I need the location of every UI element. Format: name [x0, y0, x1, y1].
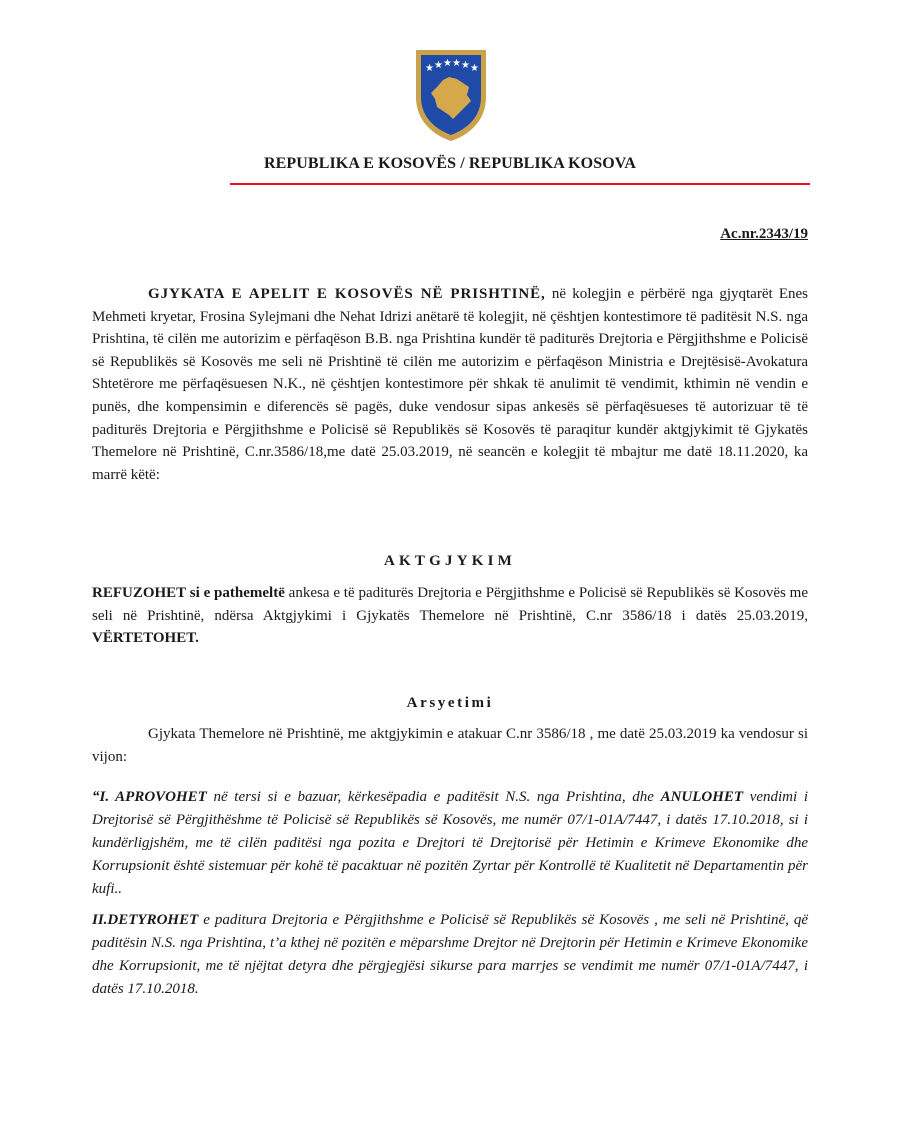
svg-text:★: ★	[470, 63, 479, 74]
point-i-lead: “I. APROVOHET	[92, 789, 207, 805]
verdict-heading: AKTGJYKIM	[384, 553, 516, 569]
intro-text: në kolegjin e përbërë nga gjyqtarët Enes Mehmeti kryetar, Frosina Sylejmani dhe Nehat Idrizi anëtarë të kolegjit, në çështjen kontestimore të paditësit N.S. nga Prishtina, të cilën me autorizim e përfaqëson B.B. nga Prishtina kundër të paditurës Drejtoria e Përgjithshme e Policisë së Republikës së Kosovës me seli në Prishtinë të cilën me autorizim e përfaqëson Ministria e Drejtësisë-Avokatura Shtetërore me përfaqësuesen N.K., në çështjen kontestimore për shkak të anulimit të vendimit, kthimin në vendin e punës, dhe kompensimin e diferencës së pagës, duke vendosur sipas ankesës së përfaqësueses të autorizuar të të paditurës Drejtoria e Përgjithshme e Policisë së Republikës së Kosovës të paraqitur kundër aktgjykimit të Gjykatës Themelore në Prishtinë, C.nr.3586/18,me datë 25.03.2019, në seancën e kolegjit të mbajtur me datë 18.11.2020, ka marrë këtë:	[92, 286, 808, 483]
point-i-text-b: vendimi i Drejtorisë së Përgjithëshme të Policisë së Republikës së Kosovës, me numër 07/1-01A/7447, i datës 17.10.2018, si i kundërligjshëm, me të cilën paditësi nga pozita e Drejtori të Drejtorisë për Hetimin e Krimeve Ekonomike dhe Korrupsionit është sistemuar për kohë të pacaktuar në pozitën Zyrtar për Kontrollë të Kualitetit në Departamentin për kufi..	[92, 789, 808, 897]
svg-text:★: ★	[461, 60, 470, 71]
court-name: GJYKATA E APELIT E KOSOVËS NË PRISHTINË,	[148, 286, 546, 302]
verdict-paragraph	[92, 582, 808, 650]
kosovo-coat-of-arms-icon	[413, 47, 489, 143]
point-i-text-a: në tersi si e bazuar, kërkesëpadia e paditësit N.S. nga Prishtina, dhe	[206, 789, 661, 805]
reasoning-paragraph	[92, 723, 808, 768]
header-divider	[230, 183, 810, 185]
case-number: Ac.nr.2343/19	[720, 226, 808, 242]
verdict-text: ankesa e të paditurës Drejtoria e Përgjithshme e Policisë së Republikës së Kosovës me seli në Prishtinë, ndërsa Aktgjykimi i Gjykatës Themelore në Prishtinë, C.nr 3586/18 i datës 25.03.2019,	[92, 585, 808, 624]
svg-text:★: ★	[452, 58, 461, 69]
point-ii-text: e paditura Drejtoria e Përgjithshme e Policisë së Republikës së Kosovës , me seli në Prishtinë, që paditësin N.S. nga Prishtina, t’a kthej në pozitën e mëparshme Drejtor në Drejtorin për Hetimin e Krimeve Ekonomike dhe Korrupsionit, me të njëjtat detyra dhe përgjegjësi sikurse para marrjes se vendimit me numër 07/1-01A/7447, i datës 17.10.2018.	[92, 912, 808, 997]
point-ii-paragraph	[92, 909, 808, 1001]
verdict-lead: REFUZOHET si e pathemeltë	[92, 585, 285, 601]
verdict-end: VËRTETOHET.	[92, 630, 199, 647]
reasoning-text: Gjykata Themelore në Prishtinë, me aktgjykimin e atakuar C.nr 3586/18 , me datë 25.03.2019 ka vendosur si vijon:	[92, 726, 808, 765]
point-i-mid: ANULOHET	[660, 789, 744, 805]
reasoning-heading: Arsyetimi	[406, 695, 494, 711]
point-i-paragraph	[92, 786, 808, 901]
header-title: REPUBLIKA E KOSOVËS / REPUBLIKA KOSOVA	[263, 155, 637, 172]
svg-text:★: ★	[443, 58, 452, 69]
point-ii-lead: II.DETYROHET	[92, 912, 199, 928]
svg-text:★: ★	[425, 63, 434, 74]
intro-paragraph	[92, 283, 808, 486]
svg-text:★: ★	[434, 60, 443, 71]
